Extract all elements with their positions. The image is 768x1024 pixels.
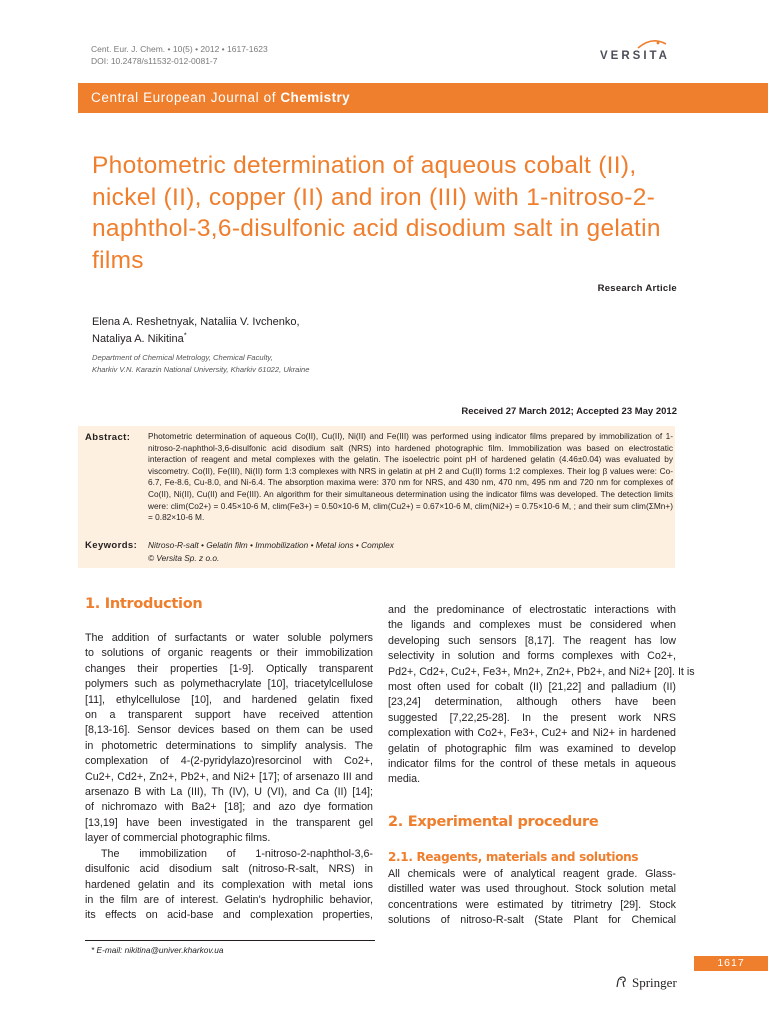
abstract-text: Photometric determination of aqueous Co(II), Cu(II), Ni(II) and Fe(III) was performed using indicator films prepared by immobilization of 1-nitroso-2-naphthol-3,6-disulfonic acid disodium salt (NRS) into hardened photographic film. Immobilization was based on electrostatic interaction of reagent and metal complexes with the gelatin. The isoelectric point pH of hardened gelatin (4.46±0.04) was evaluated by viscometry. Co(II), Fe(III), Ni(II) form 1:3 complexes with NRS in gelatin at pH 2 and Cu(II) forms 1:2 complexes. Their log β values were: Co-6.7, Fe-8.6, Cu-8.0, and Ni-6.4. The absorption maxima were: 370 nm for NRS, and 430 nm, 470 nm, 495 nm and 720 nm for complexes of Co(II), Ni(II), Cu(II) and Fe(III). An algorithm for their simultaneous determination using the indicator films was developed. The detection limits were: clim(Co2+) = 0.45×10-6 M, clim(Fe3+) = 0.50×10-6 M, clim(Cu2+) = 0.67×10-6 M, clim(Ni2+) = 0.75×10-6 M, ; and their sum clim(ΣMn+) = 0.82×10-6 M. <box>148 431 673 523</box>
intro-paragraph-2-continued <box>388 603 695 788</box>
journal-title <box>91 90 350 105</box>
received-dates: Received 27 March 2012; Accepted 23 May 2012 <box>461 406 677 417</box>
body-line: disulfonic acid disodium salt (nitroso-R-salt, NRS) in <box>85 863 373 876</box>
body-line: changes their properties [1-9]. Optically transparent <box>85 662 373 675</box>
body-line: indicator films for the control of these metals in aqueous <box>388 758 676 771</box>
body-line: of nichromazo with Ba2+ [18]; and azo dye formation <box>85 801 373 814</box>
body-line: [23,24] determination, although others have been <box>388 696 676 709</box>
affiliation <box>92 352 592 376</box>
body-line: suggested [7,22,25-28]. In the present work NRS <box>388 711 676 724</box>
springer-wordmark: Springer <box>632 975 677 990</box>
body-line: to solutions of organic reagents or their immobilization <box>85 647 373 660</box>
keywords-text: Nitroso-R-salt • Gelatin film • Immobilization • Metal ions • Complex <box>148 540 394 550</box>
affiliation-line-2: Kharkiv V.N. Karazin National University, Kharkiv 61022, Ukraine <box>92 365 310 374</box>
body-line: selectivity in solution and forms complexes with Co2+, <box>388 650 676 663</box>
body-line: gelatin of photographic film was examined to develop <box>388 742 676 755</box>
body-line: [13,19] have been investigated in the transparent gel <box>85 816 373 829</box>
body-line: hardened gelatin and its complexation with metal ions <box>85 878 373 891</box>
article-title: Photometric determination of aqueous cobalt (II), nickel (II), copper (II) and iron (III) with 1-nitroso-2-naphthol-3,6-disulfonic acid disodium salt in gelatin films <box>92 152 661 274</box>
authors-line-1: Elena A. Reshetnyak, Nataliia V. Ivchenko, <box>92 316 300 328</box>
reagents-paragraph <box>388 867 676 929</box>
body-line: layer of commercial photographic films. <box>85 832 271 845</box>
body-line: arsenazo B with La (III), Th (IV), U (VI), and Ca (II) [14]; <box>85 786 373 799</box>
doi: DOI: 10.2478/s11532-012-0081-7 <box>91 55 218 66</box>
springer-horse-icon <box>614 975 628 989</box>
body-line: [11], ethylcellulose [10], and hardened gelatin fixed <box>85 693 373 706</box>
body-line: media. <box>388 773 421 786</box>
versita-logo-text: VERSITA <box>600 50 670 62</box>
authors-line-2 <box>92 331 512 348</box>
body-line: complexation of 4-(2-pyridylazo)resorcinol with Co2+, <box>85 755 373 768</box>
journal-title-bold: Chemistry <box>280 90 351 105</box>
page-number: 1617 <box>717 957 745 969</box>
keywords-label: Keywords: <box>85 540 138 551</box>
body-line: The addition of surfactants or water soluble polymers <box>85 632 373 644</box>
body-line: the ligands and complexes must be considered when <box>388 619 676 632</box>
authors <box>92 314 512 348</box>
body-line: All chemicals were of analytical reagent grade. Glass- <box>388 868 676 880</box>
abstract-label: Abstract: <box>85 432 131 443</box>
copyright: © Versita Sp. z o.o. <box>148 553 220 563</box>
body-line: The immobilization of 1-nitroso-2-naphthol-3,6- <box>101 847 373 860</box>
authors-line-2-text: Nataliya A. Nikitina <box>92 333 184 345</box>
springer-logo <box>614 975 677 991</box>
article-type: Research Article <box>597 283 677 294</box>
footnote-email: * E-mail: nikitina@univer.kharkov.ua <box>91 945 224 955</box>
body-line: polymers such as polymethacrylate [10], triacetylcellulose <box>85 678 373 691</box>
body-line: on a transparent support have received attention <box>85 709 373 722</box>
body-line: solutions of nitroso-R-salt (State Plant for Chemical <box>388 914 676 927</box>
body-line: distilled water was used throughout. Stock solution metal <box>388 883 676 896</box>
body-line: and the predominance of electrostatic interactions with <box>388 604 676 616</box>
body-line: [8,13-16]. Sensor devices based on them can be used <box>85 724 373 737</box>
journal-title-prefix: Central European Journal of <box>91 90 281 105</box>
intro-paragraph-1 <box>85 631 373 924</box>
body-line: in the film are of interest. Gelatin's hydrophilic behavior, <box>85 893 373 906</box>
citation-header <box>91 44 268 67</box>
footnote-divider <box>85 940 375 941</box>
versita-arc-icon <box>636 38 668 50</box>
corresponding-mark: * <box>183 330 187 340</box>
affiliation-line-1: Department of Chemical Metrology, Chemical Faculty, <box>92 353 273 362</box>
journal-banner <box>78 83 768 113</box>
body-line: developing such sensors [8,17]. The reagent has low <box>388 634 676 647</box>
body-line: Cu2+, Cd2+, Zn2+, Pb2+, and Ni2+ [17]; of arsenazo III and <box>85 770 373 783</box>
section-heading-introduction: 1. Introduction <box>85 596 203 612</box>
citation: Cent. Eur. J. Chem. • 10(5) • 2012 • 1617-1623 <box>91 44 268 54</box>
body-line: its effects on acid-base and complexation properties, <box>85 909 373 922</box>
body-line: in photometric determinations to simplify analysis. The <box>85 739 373 752</box>
subsection-heading-reagents: 2.1. Reagents, materials and solutions <box>388 850 639 864</box>
page-number-tab <box>694 956 768 971</box>
section-heading-experimental: 2. Experimental procedure <box>388 814 599 830</box>
body-line: most often used for cobalt (II) [21,22] and palladium (II) <box>388 681 676 694</box>
body-line: concentrations were estimated by titrimetry [29]. Stock <box>388 898 676 911</box>
body-line: complexation with Co2+, Fe3+, Cu2+ and Ni2+ in hardened <box>388 727 676 740</box>
versita-logo <box>600 36 678 66</box>
body-line: Pd2+, Cd2+, Cu2+, Fe3+, Mn2+, Zn2+, Pb2+, and Ni2+ [20]. It is <box>388 665 695 678</box>
